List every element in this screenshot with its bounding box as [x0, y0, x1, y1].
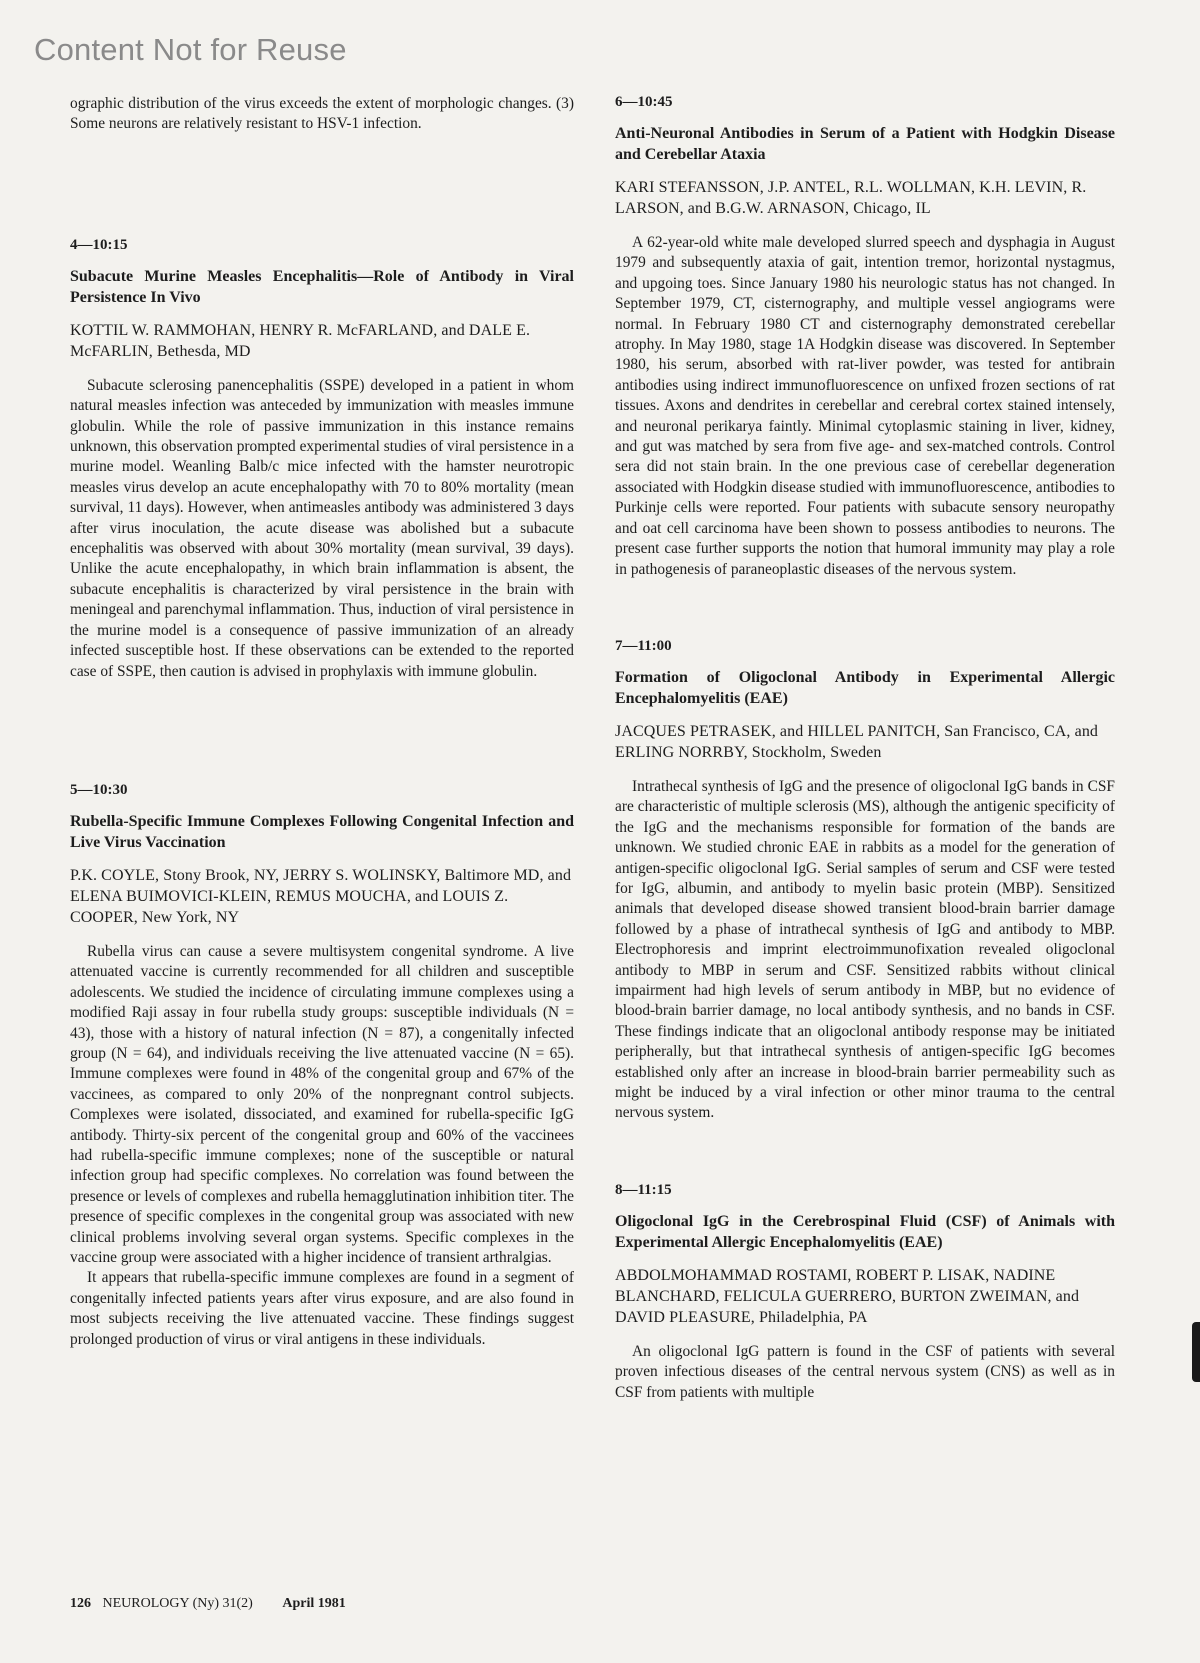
- abstract-5-title: Rubella-Specific Immune Complexes Following Congenital Infection and Live Virus Vaccination: [70, 812, 574, 851]
- abstract-8: [615, 1182, 1115, 1403]
- abstract-8-session: 8—11:15: [615, 1181, 672, 1198]
- abstract-4-title: Subacute Murine Measles Encephalitis—Role of Antibody in Viral Persistence In Vivo: [70, 267, 574, 306]
- abstract-4-authors: KOTTIL W. RAMMOHAN, HENRY R. McFARLAND, and DALE E. McFARLIN, Bethesda, MD: [70, 321, 531, 360]
- page-footer: [70, 1596, 346, 1612]
- abstract-6-title: Anti-Neuronal Antibodies in Serum of a Patient with Hodgkin Disease and Cerebellar Ataxia: [615, 125, 1115, 163]
- watermark-text: Content Not for Reuse: [34, 32, 347, 67]
- abstract-8-title: Oligoclonal IgG in the Cerebrospinal Fluid (CSF) of Animals with Experimental Allergic Encephalomyelitis (EAE): [615, 1212, 1115, 1251]
- abstract-5-authors: P.K. COYLE, Stony Brook, NY, JERRY S. WOLINSKY, Baltimore MD, and ELENA BUIMOVICI-KLEIN, REMUS MOUCHA, and LOUIS Z. COOPER, New York, NY: [70, 866, 572, 926]
- abstract-7: [615, 638, 1115, 1124]
- abstract-7-title: Formation of Oligoclonal Antibody in Experimental Allergic Encephalomyelitis (EAE): [615, 668, 1115, 707]
- page-edge-mark: [1192, 1322, 1200, 1382]
- abstract-8-body: An oligoclonal IgG pattern is found in the CSF of patients with several proven infectious diseases of the central nervous system (CNS) as well as in CSF from patients with multiple: [615, 1342, 1115, 1401]
- abstract-4-session: 4—10:15: [70, 236, 128, 253]
- journal-name: NEUROLOGY (Ny) 31(2): [102, 1596, 253, 1611]
- abstract-8-authors: ABDOLMOHAMMAD ROSTAMI, ROBERT P. LISAK, NADINE BLANCHARD, FELICULA GUERRERO, BURTON ZWEIMAN, and DAVID PLEASURE, Philadelphia, PA: [615, 1266, 1080, 1326]
- page-number: 126: [70, 1596, 91, 1611]
- abstract-4: [70, 237, 574, 682]
- abstract-7-session: 7—11:00: [615, 637, 672, 654]
- abstract-5-body-2: It appears that rubella-specific immune complexes are found in a segment of congenitally infected patients years after virus exposure, and are also found in most subjects receiving the live attenuated vaccine. These findings suggest prolonged production of virus or viral antigens in these individuals.: [70, 1269, 574, 1348]
- abstract-6: [615, 94, 1115, 580]
- abstract-5-body-1: Rubella virus can cause a severe multisystem congenital syndrome. A live attenuated vaccine is currently recommended for all children and susceptible adolescents. We studied the incidence of circulating immune complexes using a modified Raji assay in four rubella study groups: susceptible individuals (N = 43), those with a history of natural infection (N = 87), a congenitally infected group (N = 64), and individuals receiving the live attenuated vaccine (N = 65). Immune complexes were found in 48% of the congenital group and 67% of the vaccinees, as compared to only 20% of the nonpregnant control subjects. Complexes were isolated, dissociated, and examined for rubella-specific IgG antibody. Thirty-six percent of the congenital group and 60% of the vaccinees had rubella-specific immune complexes; none of the susceptible or natural infection group had specific complexes. No correlation was found between the presence or levels of complexes and rubella hemagglutination inhibition titer. The presence of specific complexes in the congenital group was associated with new clinical problems involving several organ systems. Specific complexes in the vaccine group were associated with a higher incidence of transient arthralgias.: [70, 942, 574, 1266]
- abstract-6-authors: KARI STEFANSSON, J.P. ANTEL, R.L. WOLLMAN, K.H. LEVIN, R. LARSON, and B.G.W. ARNASON, Chicago, IL: [615, 179, 1087, 217]
- abstract-5-session: 5—10:30: [70, 781, 128, 798]
- left-column: [70, 94, 574, 1350]
- abstract-6-session: 6—10:45: [615, 94, 673, 110]
- abstract-7-body: Intrathecal synthesis of IgG and the presence of oligoclonal IgG bands in CSF are characteristic of multiple sclerosis (MS), although the antigenic specificity of the IgG and the mechanisms responsible for formation of the bands are unknown. We studied chronic EAE in rabbits as a model for the generation of antigen-specific oligoclonal IgG. Serial samples of serum and CSF were tested for IgG, albumin, and antibody to myelin basic protein (MBP). Sensitized animals that developed disease showed transient blood-brain barrier damage followed by a phase of intrathecal synthesis of IgG and antibody to MBP. Electrophoresis and imprint electroimmunofixation revealed oligoclonal antibody to MBP in serum and CSF. Sensitized rabbits without clinical impairment had high levels of serum antibody in MBP, but no evidence of blood-brain barrier damage, no local antibody synthesis, and no bands in CSF. These findings indicate that an oligoclonal antibody response may be initiated peripherally, but that intrathecal synthesis of antigen-specific IgG becomes established only after an increase in blood-brain barrier permeability such as might be induced by a viral infection or other minor trauma to the central nervous system.: [615, 777, 1115, 1122]
- abstract-5: [70, 782, 574, 1350]
- abstract-4-body: Subacute sclerosing panencephalitis (SSPE) developed in a patient in whom natural measles infection was anteceded by immunization with measles immune globulin. While the role of passive immunization in this instance remains unknown, this observation prompted experimental studies of viral persistence in a murine model. Weanling Balb/c mice infected with the hamster neurotropic measles virus develop an acute encephalopathy with 70 to 80% mortality (mean survival, 11 days). However, when antimeasles antibody was administered 3 days after virus inoculation, the acute disease was abolished but a subacute encephalitis was observed with about 30% mortality (mean survival, 39 days). Unlike the acute encephalopathy, in which brain inflammation is absent, the subacute encephalitis is characterized by viral persistence in the brain with meningeal and parenchymal inflammation. Thus, induction of viral persistence in the murine model is a consequence of passive immunization of an already infected susceptible host. If these observations can be extended to the reported case of SSPE, then caution is advised in prophylaxis with immune globulin.: [70, 376, 574, 680]
- continuation-paragraph: ographic distribution of the virus exceeds the extent of morphologic changes. (3) Some neurons are relatively resistant to HSV-1 infection.: [70, 95, 574, 133]
- abstract-6-body: A 62-year-old white male developed slurred speech and dysphagia in August 1979 and subsequently ataxia of gait, intention tremor, horizontal nystagmus, and upgoing toes. Since January 1980 his neurologic status has not changed. In September 1979, CT, cisternography, and multiple vessel angiograms were normal. In February 1980 CT and cisternography demonstrated cerebellar atrophy. In May 1980, stage 1A Hodgkin disease was discovered. In September 1980, his serum, absorbed with rat-liver powder, was tested for antibrain antibodies using indirect immunofluorescence on unfixed frozen sections of rat tissues. Axons and dendrites in cerebellar and cerebral cortex stained intensely, and neuronal perikarya faintly. Minimal cytoplasmic staining in liver, kidney, and gut was matched by sera from five age- and sex-matched controls. Control sera did not stain brain. In the one previous case of cerebellar degeneration associated with Hodgkin disease studied with immunofluorescence, antibodies to Purkinje cells were reported. Four patients with subacute sensory neuropathy and oat cell carcinoma have been shown to possess antibodies to neurons. The present case further supports the notion that humoral immunity may play a role in pathogenesis of paraneoplastic diseases of the nervous system.: [615, 234, 1115, 578]
- abstract-7-authors: JACQUES PETRASEK, and HILLEL PANITCH, San Francisco, CA, and ERLING NORRBY, Stockholm, Sweden: [615, 722, 1099, 761]
- issue-date: April 1981: [282, 1596, 346, 1611]
- right-column: [615, 94, 1115, 1403]
